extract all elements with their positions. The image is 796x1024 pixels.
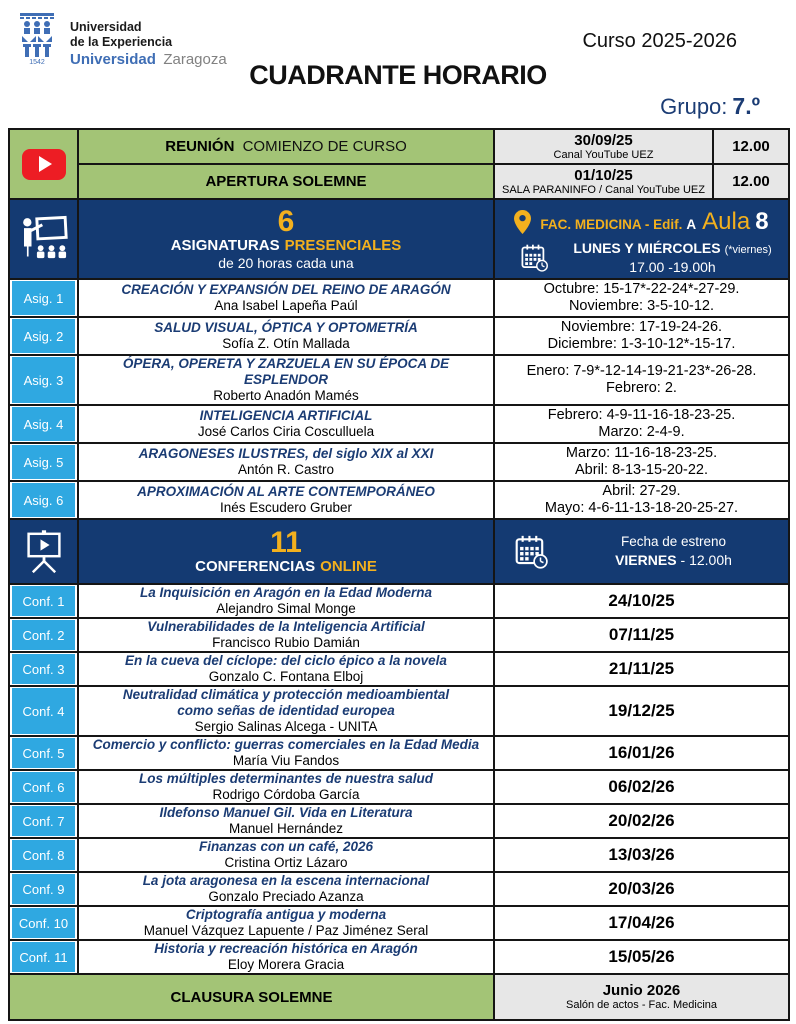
clausura-place: Salón de actos - Fac. Medicina [565,999,718,1011]
unizar-emblem-icon [14,12,60,66]
asig-title-cell [78,355,494,405]
asig-title-cell [78,279,494,317]
asig-dates-1: Enero: 7-9*-12-14-19-21-23*-26-28. [526,362,757,379]
asig-dates-cell [494,443,789,481]
location-building: A [686,217,697,232]
conf-date: 24/10/25 [494,584,789,618]
conf-label: Conf. 10 [12,908,75,938]
conf-label: Conf. 7 [12,806,75,836]
table-row-conf-10 [9,906,789,940]
table-row-conf-9 [9,872,789,906]
asig-dates-cell [494,317,789,355]
table-row-conf-5 [9,736,789,770]
table-row-clausura [9,974,789,1020]
reunion-title [78,129,494,164]
conf-speaker: Francisco Rubio Damián [212,635,360,650]
clausura-date-cell [494,974,789,1020]
conf-title-cell [78,940,494,974]
location-text: FAC. MEDICINA - Edif. [540,217,683,232]
table-row-conf-11 [9,940,789,974]
location-aula-word: Aula [702,208,751,235]
conf-date: 15/05/26 [494,940,789,974]
asignaturas-heading-yellow: PRESENCIALES [284,237,402,254]
logo-wordmark [70,12,227,67]
asig-dates-1: Noviembre: 17-19-24-26. [560,318,723,335]
asignaturas-heading-white: ASIGNATURAS [170,237,280,254]
conf-title: Criptografía antigua y moderna [185,907,387,922]
asig-teacher: Ana Isabel Lapeña Paúl [214,298,358,313]
asignaturas-heading-cell [78,199,494,279]
conf-speaker: Eloy Morera Gracia [227,957,345,972]
conf-label-cell [9,804,78,838]
conf-title: Comercio y conflicto: guerras comerciales en la Edad Media [92,737,480,752]
youtube-cell [9,129,78,199]
asig-label: Asig. 5 [12,445,75,479]
asig-label: Asig. 2 [12,319,75,353]
asig-title-cell [78,405,494,443]
apertura-title [78,164,494,199]
asig-dates-2: Marzo: 2-4-9. [598,424,685,440]
asig-dates-1: Octubre: 15-17*-22-24*-27-29. [543,280,740,297]
conf-label-cell [9,770,78,804]
conf-title-cell [78,872,494,906]
asig-dates-cell [494,481,789,519]
conf-label-cell [9,736,78,770]
conf-date: 16/01/26 [494,736,789,770]
clausura-title: CLAUSURA SOLEMNE [170,988,333,1006]
conf-date: 20/03/26 [494,872,789,906]
days-text [561,240,784,276]
conf-speaker: Alejandro Simal Monge [216,601,356,616]
conf-speaker: Cristina Ortiz Lázaro [224,855,348,870]
brand-universidad: Universidad [70,51,156,68]
conf-title-cell [78,584,494,618]
group-number: 7.º [732,93,760,119]
asig-label-cell [9,317,78,355]
conf-date: 17/04/26 [494,906,789,940]
table-row-asig-6 [9,481,789,519]
table-row-conf-6 [9,770,789,804]
asig-dates-2: Noviembre: 3-5-10-12. [568,298,715,314]
conf-label: Conf. 9 [12,874,75,904]
asig-label: Asig. 1 [12,281,75,315]
asig-teacher: Antón R. Castro [237,462,335,477]
table-row-conf-8 [9,838,789,872]
asig-label: Asig. 6 [12,483,75,517]
table-row [9,164,789,199]
logo-line-1: Universidad [70,20,142,34]
brand-zaragoza: Zaragoza [163,51,227,68]
conf-date: 13/03/26 [494,838,789,872]
conf-speaker: María Viu Fandos [232,753,340,768]
conf-date: 19/12/25 [494,686,789,736]
conf-title: Vulnerabilidades de la Inteligencia Artificial [147,619,425,634]
apertura-title-bold: APERTURA SOLEMNE [205,173,367,190]
reunion-title-bold: REUNIÓN [165,138,235,155]
conf-label: Conf. 3 [12,654,75,684]
conf-date: 07/11/25 [494,618,789,652]
conferencias-heading-cell [78,519,494,584]
asig-dates-cell [494,355,789,405]
asig-label-cell [9,355,78,405]
asignaturas-count: 6 [277,205,295,238]
asig-title-cell [78,481,494,519]
location-pin-icon [514,210,531,234]
conf-label: Conf. 6 [12,772,75,802]
asig-title: CREACIÓN Y EXPANSIÓN DEL REINO DE ARAGÓN [121,282,451,297]
conf-speaker: Gonzalo Preciado Azanza [208,889,364,904]
conf-title: La Inquisición en Aragón en la Edad Moderna [139,585,433,600]
conf-date: 20/02/26 [494,804,789,838]
asig-title: APROXIMACIÓN AL ARTE CONTEMPORÁNEO [137,484,435,499]
location-room: 8 [755,208,769,235]
table-row-conf-4 [9,686,789,736]
asig-dates-1: Abril: 27-29. [602,482,681,499]
schedule-table [8,128,790,1021]
conf-title-cell [78,804,494,838]
play-icon [39,156,52,172]
asig-dates-1: Febrero: 4-9-11-16-18-23-25. [547,406,736,423]
apertura-time: 12.00 [713,164,789,199]
conf-title: La jota aragonesa en la escena internacional [142,873,430,888]
conf-title-cell [78,686,494,736]
conf-title: Finanzas con un café, 2026 [198,839,374,854]
estreno-cell [494,519,789,584]
clausura-date: Junio 2026 [602,982,681,999]
logo-year: 1542 [29,59,45,66]
reunion-date: 30/09/25 [574,131,633,149]
table-row-asig-3 [9,355,789,405]
estreno-text [563,533,784,570]
group-label [660,93,760,120]
conf-label: Conf. 5 [12,738,75,768]
conf-title: Neutralidad climática y protección medioambiental [122,687,450,702]
conf-label: Conf. 2 [12,620,75,650]
conf-speaker: Manuel Vázquez Lapuente / Paz Jiménez Seral [143,923,429,938]
conf-title-line2: como señas de identidad europea [177,703,395,718]
conferencias-heading-yellow: ONLINE [320,558,377,575]
table-row-conf-2 [9,618,789,652]
calendar-clock-icon [521,244,549,272]
asig-dates-2: Mayo: 4-6-11-13-18-20-25-27. [544,500,739,516]
conf-speaker: Rodrigo Córdoba García [212,787,360,802]
conf-date: 06/02/26 [494,770,789,804]
asig-dates-2: Abril: 8-13-15-20-22. [575,462,708,478]
asig-dates-cell [494,405,789,443]
conferencias-count: 11 [270,526,302,559]
conf-label-cell [9,584,78,618]
table-row-conf-1 [9,584,789,618]
table-row-conf-3 [9,652,789,686]
screen-icon-cell [9,519,78,584]
conf-label-cell [9,906,78,940]
section-header-conferencias [9,519,789,584]
conf-title-cell [78,906,494,940]
logo-line-2: de la Experiencia [70,35,173,49]
table-row-conf-7 [9,804,789,838]
asig-teacher: Inés Escudero Gruber [219,500,353,515]
conf-title: En la cueva del cíclope: del ciclo épico a la novela [125,653,447,668]
asignaturas-heading [83,237,489,255]
conf-speaker: Manuel Hernández [228,821,344,836]
presentation-screen-icon [23,530,65,574]
asig-label: Asig. 3 [12,357,75,403]
conf-title-cell [78,838,494,872]
conf-label: Conf. 1 [12,586,75,616]
asig-title: ÓPERA, OPERETA Y ZARZUELA EN SU ÉPOCA DE ESPLENDOR [122,356,450,387]
asig-dates-1: Marzo: 11-16-18-23-25. [565,444,718,461]
conf-label-cell [9,686,78,736]
asig-label-cell [9,279,78,317]
reunion-title-rest: COMIENZO DE CURSO [242,138,407,155]
conf-title: Los múltiples determinantes de nuestra salud [138,771,434,786]
conf-label-cell [9,618,78,652]
hours: 17.00 -19.00h [629,259,716,275]
days: LUNES Y MIÉRCOLES [573,240,721,256]
table-row-asig-5 [9,443,789,481]
asig-title: ARAGONESES ILUSTRES, del siglo XIX al XXI [138,446,434,461]
estreno-day: VIERNES [615,552,677,568]
teacher-icon-cell [9,199,78,279]
apertura-date: 01/10/25 [574,166,633,184]
conf-label: Conf. 11 [12,942,75,972]
table-row-asig-4 [9,405,789,443]
reunion-date-cell [494,129,713,164]
asignaturas-location-cell [494,199,789,279]
conf-label-cell [9,940,78,974]
asignaturas-subheading: de 20 horas cada una [218,255,354,271]
asig-title: INTELIGENCIA ARTIFICIAL [199,408,373,423]
asig-label-cell [9,405,78,443]
page-title: CUADRANTE HORARIO [249,60,547,90]
conferencias-heading [83,558,489,576]
estreno-line [499,533,784,570]
conf-title-cell [78,618,494,652]
asig-dates-2: Diciembre: 1-3-10-12*-15-17. [547,336,736,352]
clausura-title-cell [9,974,494,1020]
calendar-clock-icon [515,535,549,569]
asig-teacher: José Carlos Ciria Cosculluela [197,424,375,439]
asig-dates-cell [494,279,789,317]
asig-dates-2: Febrero: 2. [606,380,677,396]
asig-label-cell [9,481,78,519]
conf-label: Conf. 8 [12,840,75,870]
conf-title-cell [78,652,494,686]
university-logo [14,12,227,67]
days-note: (*viernes) [724,244,772,256]
teacher-icon [19,215,69,263]
asig-title: SALUD VISUAL, ÓPTICA Y OPTOMETRÍA [154,320,418,335]
conf-speaker: Gonzalo C. Fontana Elboj [208,669,364,684]
location-line [499,208,784,236]
table-row [9,129,789,164]
conf-speaker: Sergio Salinas Alcega - UNITA [194,719,378,734]
conf-title: Historia y recreación histórica en Aragón [154,941,418,956]
estreno-time: - 12.00h [680,552,732,568]
course-year: Curso 2025-2026 [582,30,737,52]
conf-label-cell [9,652,78,686]
conf-title-cell [78,770,494,804]
asig-label-cell [9,443,78,481]
group-word: Grupo: [660,94,728,119]
conf-title: Ildefonso Manuel Gil. Vida en Literatura [159,805,413,820]
conf-title-cell [78,736,494,770]
asig-label: Asig. 4 [12,407,75,441]
youtube-icon [22,149,66,180]
schedule-line [521,240,784,276]
section-header-asignaturas [9,199,789,279]
asig-teacher: Roberto Anadón Mamés [213,388,359,403]
table-row-asig-2 [9,317,789,355]
reunion-place: Canal YouTube UEZ [553,148,654,161]
conferencias-heading-white: CONFERENCIAS [195,558,316,575]
reunion-time: 12.00 [713,129,789,164]
apertura-date-cell [494,164,713,199]
conf-date: 21/11/25 [494,652,789,686]
conf-label-cell [9,838,78,872]
asig-title-cell [78,317,494,355]
conf-label-cell [9,872,78,906]
asig-teacher: Sofía Z. Otín Mallada [222,336,350,351]
conf-label: Conf. 4 [12,688,75,734]
asig-title-cell [78,443,494,481]
apertura-place: SALA PARANINFO / Canal YouTube UEZ [502,183,705,196]
estreno-label: Fecha de estreno [620,534,727,549]
table-row-asig-1 [9,279,789,317]
